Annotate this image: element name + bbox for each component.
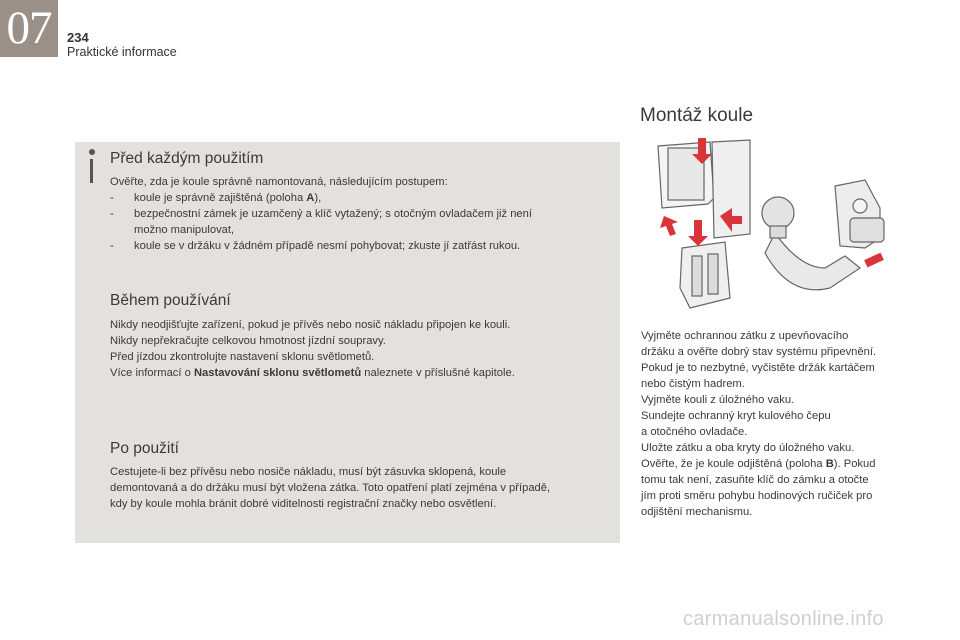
before-use-title: Před každým použitím [110,150,264,167]
headlamp-reference: Nastavování sklonu světlometů [193,367,362,379]
before-use-intro: Ověřte, zda je koule správně namontovaná, následujícím postupem: [110,176,448,188]
page-number: 234 [67,30,89,45]
mounting-instructions: Vyjměte ochrannou zátku z upevňovacího držáku a ověřte dobrý stav systému připevnění. Pokud je to nezbytné, vyčistěte držák kartáčem nebo čistým hadrem. Vyjměte kouli z úložného vaku. Sundejte ochranný kryt kulového čepu a otočného ovladače. Uložte zátku a oba kryty do úložného vaku. Ověřte, že je koule odjištěná (poloha B). Pokud tomu tak není, zasuňte klíč do zámku a otočte jím proti směru pohybu hodinových ručiček pro odjištění mechanismu. [641,330,877,518]
position-b: B [825,458,834,470]
towball-illustration [650,138,915,316]
info-icon [85,149,99,185]
list-item: - koule je správně zajištěná (poloha A), [110,192,322,204]
chapter-badge: 07 [0,0,58,57]
watermark: carmanualsonline.info [683,608,884,630]
list-item: - koule se v držáku v žádném případě nesmí pohybovat; zkuste jí zatřást rukou. [110,240,521,252]
during-use-title: Během používání [110,292,231,309]
after-use-text: Cestujete-li bez přívěsu nebo nosiče nákladu, musí být zásuvka sklopená, koule demontovaná a do držáku musí být vložena zátka. Toto opatření platí zejména v případě, kdy by koule mohla bránit dobré viditelnosti registrační značky nebo osvětlení. [110,466,551,510]
section-name: Praktické informace [67,45,177,59]
list-item: - bezpečnostní zámek je uzamčený a klíč vytažený; s otočným ovladačem již není možno manipulovat, [110,208,532,236]
before-use-list [110,190,590,254]
mounting-title: Montáž koule [640,105,754,126]
after-use-title: Po použití [110,440,179,457]
during-use-text: Nikdy neodjišťujte zařízení, pokud je přívěs nebo nosič nákladu připojen ke kouli. Nikdy nepřekračujte celkovou hmotnost jízdní soupravy. Před jízdou zkontrolujte nastavení sklonu světlometů. Více informací o Nastavování sklonu světlometů naleznete v příslušné kapitole. [110,319,515,379]
